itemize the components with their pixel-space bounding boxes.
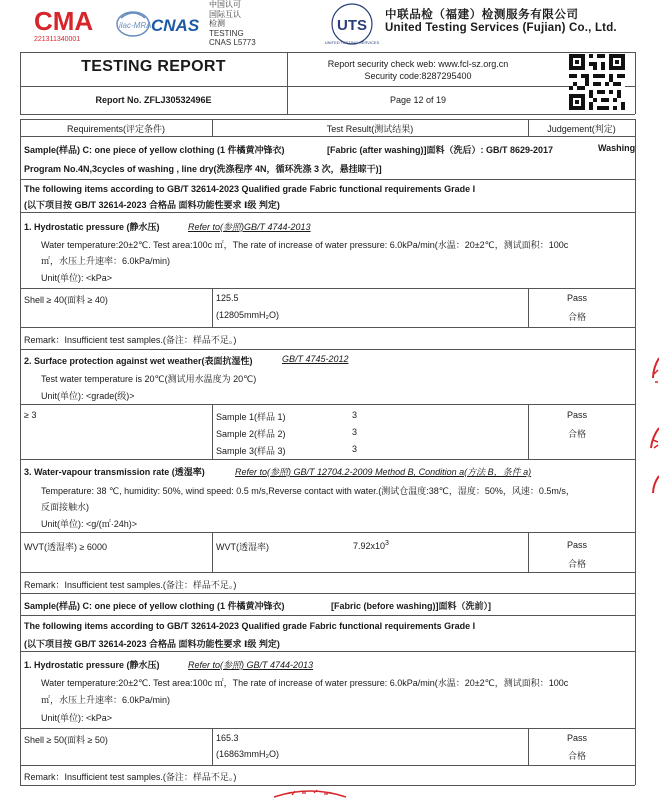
items-standard-cn: (以下项目按 GB/T 32614-2023 合格品 面料功能性要求 Ⅰ级 判定) <box>24 200 280 210</box>
hp-conditions-2-2: ㎡，水压上升速率：6.0kPa/min) <box>41 695 171 705</box>
qr-code[interactable] <box>569 54 625 110</box>
hp-unit: Unit(单位): <kPa> <box>41 273 113 283</box>
wv-requirement: WVT(透湿率) ≥ 6000 <box>24 542 107 552</box>
col-test-result: Test Result(测试结果) <box>326 124 414 134</box>
remark: Remark：Insufficient test samples.(备注：样品不足。) <box>24 580 237 590</box>
sp-conditions: Test water temperature is 20℃(测试用水温度为 20℃) <box>41 374 257 384</box>
sp-reference: GB/T 4745-2012 <box>282 354 349 364</box>
sp-sample-2: Sample 2(样品 2) <box>216 429 286 439</box>
company-name-en: United Testing Services (Fujian) Co., Ltd. <box>385 22 617 34</box>
uts-ring-text: UNITED TESTING SERVICES <box>324 40 380 45</box>
sp-requirement: ≥ 3 <box>24 410 37 420</box>
wv-label: WVT(透湿率) <box>216 542 269 552</box>
sp-sample-1-value: 3 <box>352 410 358 420</box>
items-standard-en-2: The following items according to GB/T 32614-2023 Qualified grade Fabric functional requirements Grade I <box>24 621 476 631</box>
wv-pass: Pass <box>566 540 587 550</box>
page-number: Page 12 of 19 <box>389 95 447 105</box>
cma-logo <box>34 6 98 38</box>
sample-fabric: [Fabric (after washing)]面料（洗后）: GB/T 8629-2017 <box>327 145 554 155</box>
hp-requirement: Shell ≥ 40(面料 ≥ 40) <box>24 295 108 305</box>
hp-title: 1. Hydrostatic pressure (静水压) <box>24 222 160 232</box>
hp-pass-2: Pass <box>566 733 587 743</box>
wv-value-exponent: 3 <box>385 540 389 547</box>
sp-sample-3-value: 3 <box>352 444 358 454</box>
sample-program: Program No.4N,3cycles of washing , line dry(洗涤程序 4N，循环洗涤 3 次，悬挂晾干)] <box>24 164 382 174</box>
sp-unit: Unit(单位): <grade(级)> <box>41 391 135 401</box>
svg-text:CMA: CMA <box>34 6 94 36</box>
wv-conditions-1: Temperature: 38 ℃, humidity: 50%, wind speed: 0.5 m/s,Reverse contact with water.(测试仓温度:38℃，湿度：50%，风速：0.5m/s， <box>41 486 575 496</box>
sample-description-2: Sample(样品) C: one piece of yellow clothing (1 件橘黄冲锋衣) <box>24 601 285 611</box>
hp-pass-cn: 合格 <box>567 312 586 322</box>
hp-pass-cn-2: 合格 <box>567 751 586 761</box>
hp-conditions-1: Water temperature:20±2℃. Test area:100c ㎡，The rate of increase of water pressure: 6.0kPa/min(水温：20±2℃，测试面积：100c <box>41 240 569 250</box>
items-standard-cn-2: (以下项目按 GB/T 32614-2023 合格品 面料功能性要求 Ⅰ级 判定) <box>24 639 280 649</box>
uts-logo <box>324 2 380 48</box>
seal-stamp-edge <box>645 348 659 498</box>
wv-value: $7.92x10^3$ <box>353 540 389 551</box>
hp-value-mmh2o-2: (16863mmH₂O) <box>216 749 280 759</box>
hp-value-2: 165.3 <box>216 733 239 743</box>
sp-pass-cn: 合格 <box>567 429 586 439</box>
company-name-cn: 中联品检（福建）检测服务有限公司 <box>385 9 579 21</box>
sample-fabric-2: [Fabric (before washing)]面料（洗前）] <box>331 601 492 611</box>
uts-letters: UTS <box>337 17 367 34</box>
hp-title-2: 1. Hydrostatic pressure (静水压) <box>24 660 160 670</box>
items-standard-en: The following items according to GB/T 32614-2023 Qualified grade Fabric functional requirements Grade I <box>24 184 476 194</box>
sp-sample-1: Sample 1(样品 1) <box>216 412 286 422</box>
wv-title: 3. Water-vapour transmission rate (透湿率) <box>24 467 205 477</box>
hp-unit-2: Unit(单位): <kPa> <box>41 713 113 723</box>
hp-conditions-2: ㎡，水压上升速率：6.0kPa/min) <box>41 256 171 266</box>
wv-reference: Refer to(参照) GB/T 12704.2-2009 Method B, Condition a(方法 B，条件 a) <box>235 467 532 477</box>
sp-sample-3: Sample 3(样品 3) <box>216 446 286 456</box>
sample-description: Sample(样品) C: one piece of yellow clothing (1 件橘黄冲锋衣) <box>24 145 285 155</box>
seal-stamp-bottom <box>270 788 350 797</box>
report-title: TESTING REPORT <box>81 58 226 75</box>
hp-reference: Refer to(参照)GB/T 4744-2013 <box>188 222 311 232</box>
cnas-logo-text: CNAS <box>151 16 200 35</box>
col-requirements: Requirements(评定条件) <box>66 124 166 134</box>
wv-conditions-2: 反面接触水) <box>41 502 89 512</box>
sp-sample-2-value: 3 <box>352 427 358 437</box>
cma-number: 221311340001 <box>34 36 81 43</box>
hp-value-mmh2o: (12805mmH₂O) <box>216 310 280 320</box>
sp-pass: Pass <box>566 410 587 420</box>
ilac-text: ilac-MRA <box>119 21 152 30</box>
remark: Remark：Insufficient test samples.(备注：样品不足。) <box>24 335 237 345</box>
wv-pass-cn: 合格 <box>567 559 586 569</box>
hp-pass: Pass <box>566 293 587 303</box>
cnas-accreditation-text: 中国认可 国际互认 检测 TESTING CNAS L5773 <box>209 0 256 47</box>
col-judgement: Judgement(判定) <box>547 124 616 134</box>
report-number: Report No. ZFLJ30532496E <box>95 95 212 105</box>
security-code: Security code:8287295400 <box>364 71 472 81</box>
wv-unit: Unit(单位): <g/(㎡·24h)> <box>41 519 138 529</box>
cnas-ilac-logo <box>101 4 211 44</box>
security-web: Report security check web: www.fcl-sz.org.cn <box>327 59 509 69</box>
sample-washing: Washing <box>598 143 636 153</box>
sp-title: 2. Surface protection against wet weather(表面抗湿性) <box>24 356 253 366</box>
hp-reference-2: Refer to(参照) GB/T 4744-2013 <box>188 660 314 670</box>
remark-2: Remark：Insufficient test samples.(备注：样品不足。) <box>24 772 237 782</box>
hp-conditions-1-2: Water temperature:20±2℃. Test area:100c ㎡，The rate of increase of water pressure: 6.0kPa/min(水温：20±2℃，测试面积：100c <box>41 678 569 688</box>
hp-requirement-2: Shell ≥ 50(面料 ≥ 50) <box>24 735 108 745</box>
hp-value: 125.5 <box>216 293 239 303</box>
